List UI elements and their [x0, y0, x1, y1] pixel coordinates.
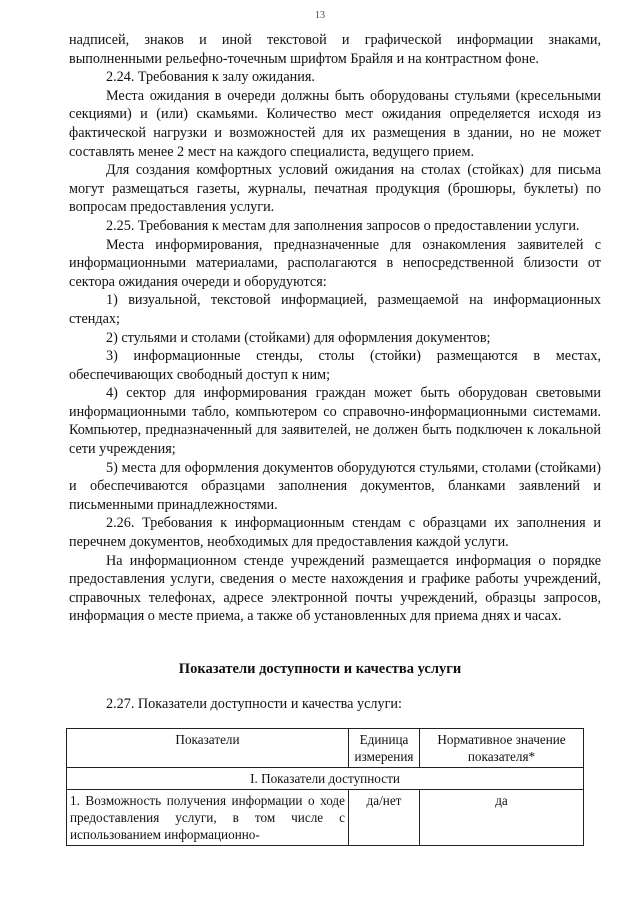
paragraph: На информационном стенде учреждений размещается информация о порядке предоставления услуги, сведения о месте нахождения и графике работы учреждений, справочных телефонах, адресе электронной почты учреждений, образцы запросов, информация о месте приема, а также об установленных для приема днях и часах.	[69, 552, 601, 625]
paragraph: 2) стульями и столами (стойками) для оформления документов;	[106, 329, 491, 346]
table-row	[67, 790, 584, 846]
paragraph: 5) места для оформления документов оборудуются стульями, столами (стойками) и обеспечиваются образцами заполнения документов, бланками заявлений и письменными принадлежностями.	[69, 459, 601, 513]
paragraph: 2.26. Требования к информационным стендам с образцами их заполнения и перечнем документов, необходимых для предоставления каждой услуги.	[69, 515, 601, 551]
paragraph: 2.24. Требования к залу ожидания.	[106, 69, 315, 86]
indicators-table	[66, 728, 584, 846]
section-accessibility: I. Показатели доступности	[67, 768, 584, 790]
paragraph: 1) визуальной, текстовой информацией, размещаемой на информационных стендах;	[69, 292, 601, 327]
body-text	[69, 31, 601, 626]
table-section-row	[67, 768, 584, 790]
paragraph: надписей, знаков и иной текстовой и графической информации знаками, выполненными рельефно-точечным шрифтом Брайля и на контрастном фоне.	[69, 32, 601, 67]
value-cell: да	[420, 790, 584, 846]
paragraph: Места ожидания в очереди должны быть оборудованы стульями (кресельными секциями) и (или) скамьями. Количество мест ожидания определяется исходя из фактической нагрузки и возможностей для их размещения в здании, но не может составлять менее 2 мест на каждого специалиста, ведущего прием.	[69, 87, 601, 160]
paragraph: Места информирования, предназначенные для ознакомления заявителей с информационными материалами, располагаются в непосредственной близости от сектора ожидания очереди и оборудуются:	[69, 236, 601, 290]
page-number: 13	[315, 10, 325, 21]
paragraph: 4) сектор для информирования граждан может быть оборудован световыми информационными табло, компьютером со справочно-информационными системами. Компьютер, предназначенный для заявителей, не должен быть подключен к локальной сети учреждения;	[69, 385, 601, 458]
table-header-row	[67, 729, 584, 768]
header-normative-value: Нормативное значение показателя*	[420, 729, 584, 768]
header-indicators: Показатели	[67, 729, 349, 768]
subsection-title: 2.27. Показатели доступности и качества услуги:	[106, 696, 402, 712]
criterion-cell: 1. Возможность получения информации о ходе предоставления услуги, в том числе с использованием информационно-	[67, 790, 349, 846]
paragraph: 3) информационные стенды, столы (стойки) размещаются в местах, обеспечивающих свободный доступ к ним;	[69, 348, 601, 383]
paragraph: Для создания комфортных условий ожидания на столах (стойках) для письма могут размещаться газеты, журналы, печатная продукция (брошюры, буклеты) по вопросам предоставления услуги.	[69, 162, 601, 216]
section-heading: Показатели доступности и качества услуги	[178, 661, 462, 677]
header-unit: Единица измерения	[349, 729, 420, 768]
unit-cell: да/нет	[349, 790, 420, 846]
paragraph: 2.25. Требования к местам для заполнения запросов о предоставлении услуги.	[106, 217, 580, 234]
